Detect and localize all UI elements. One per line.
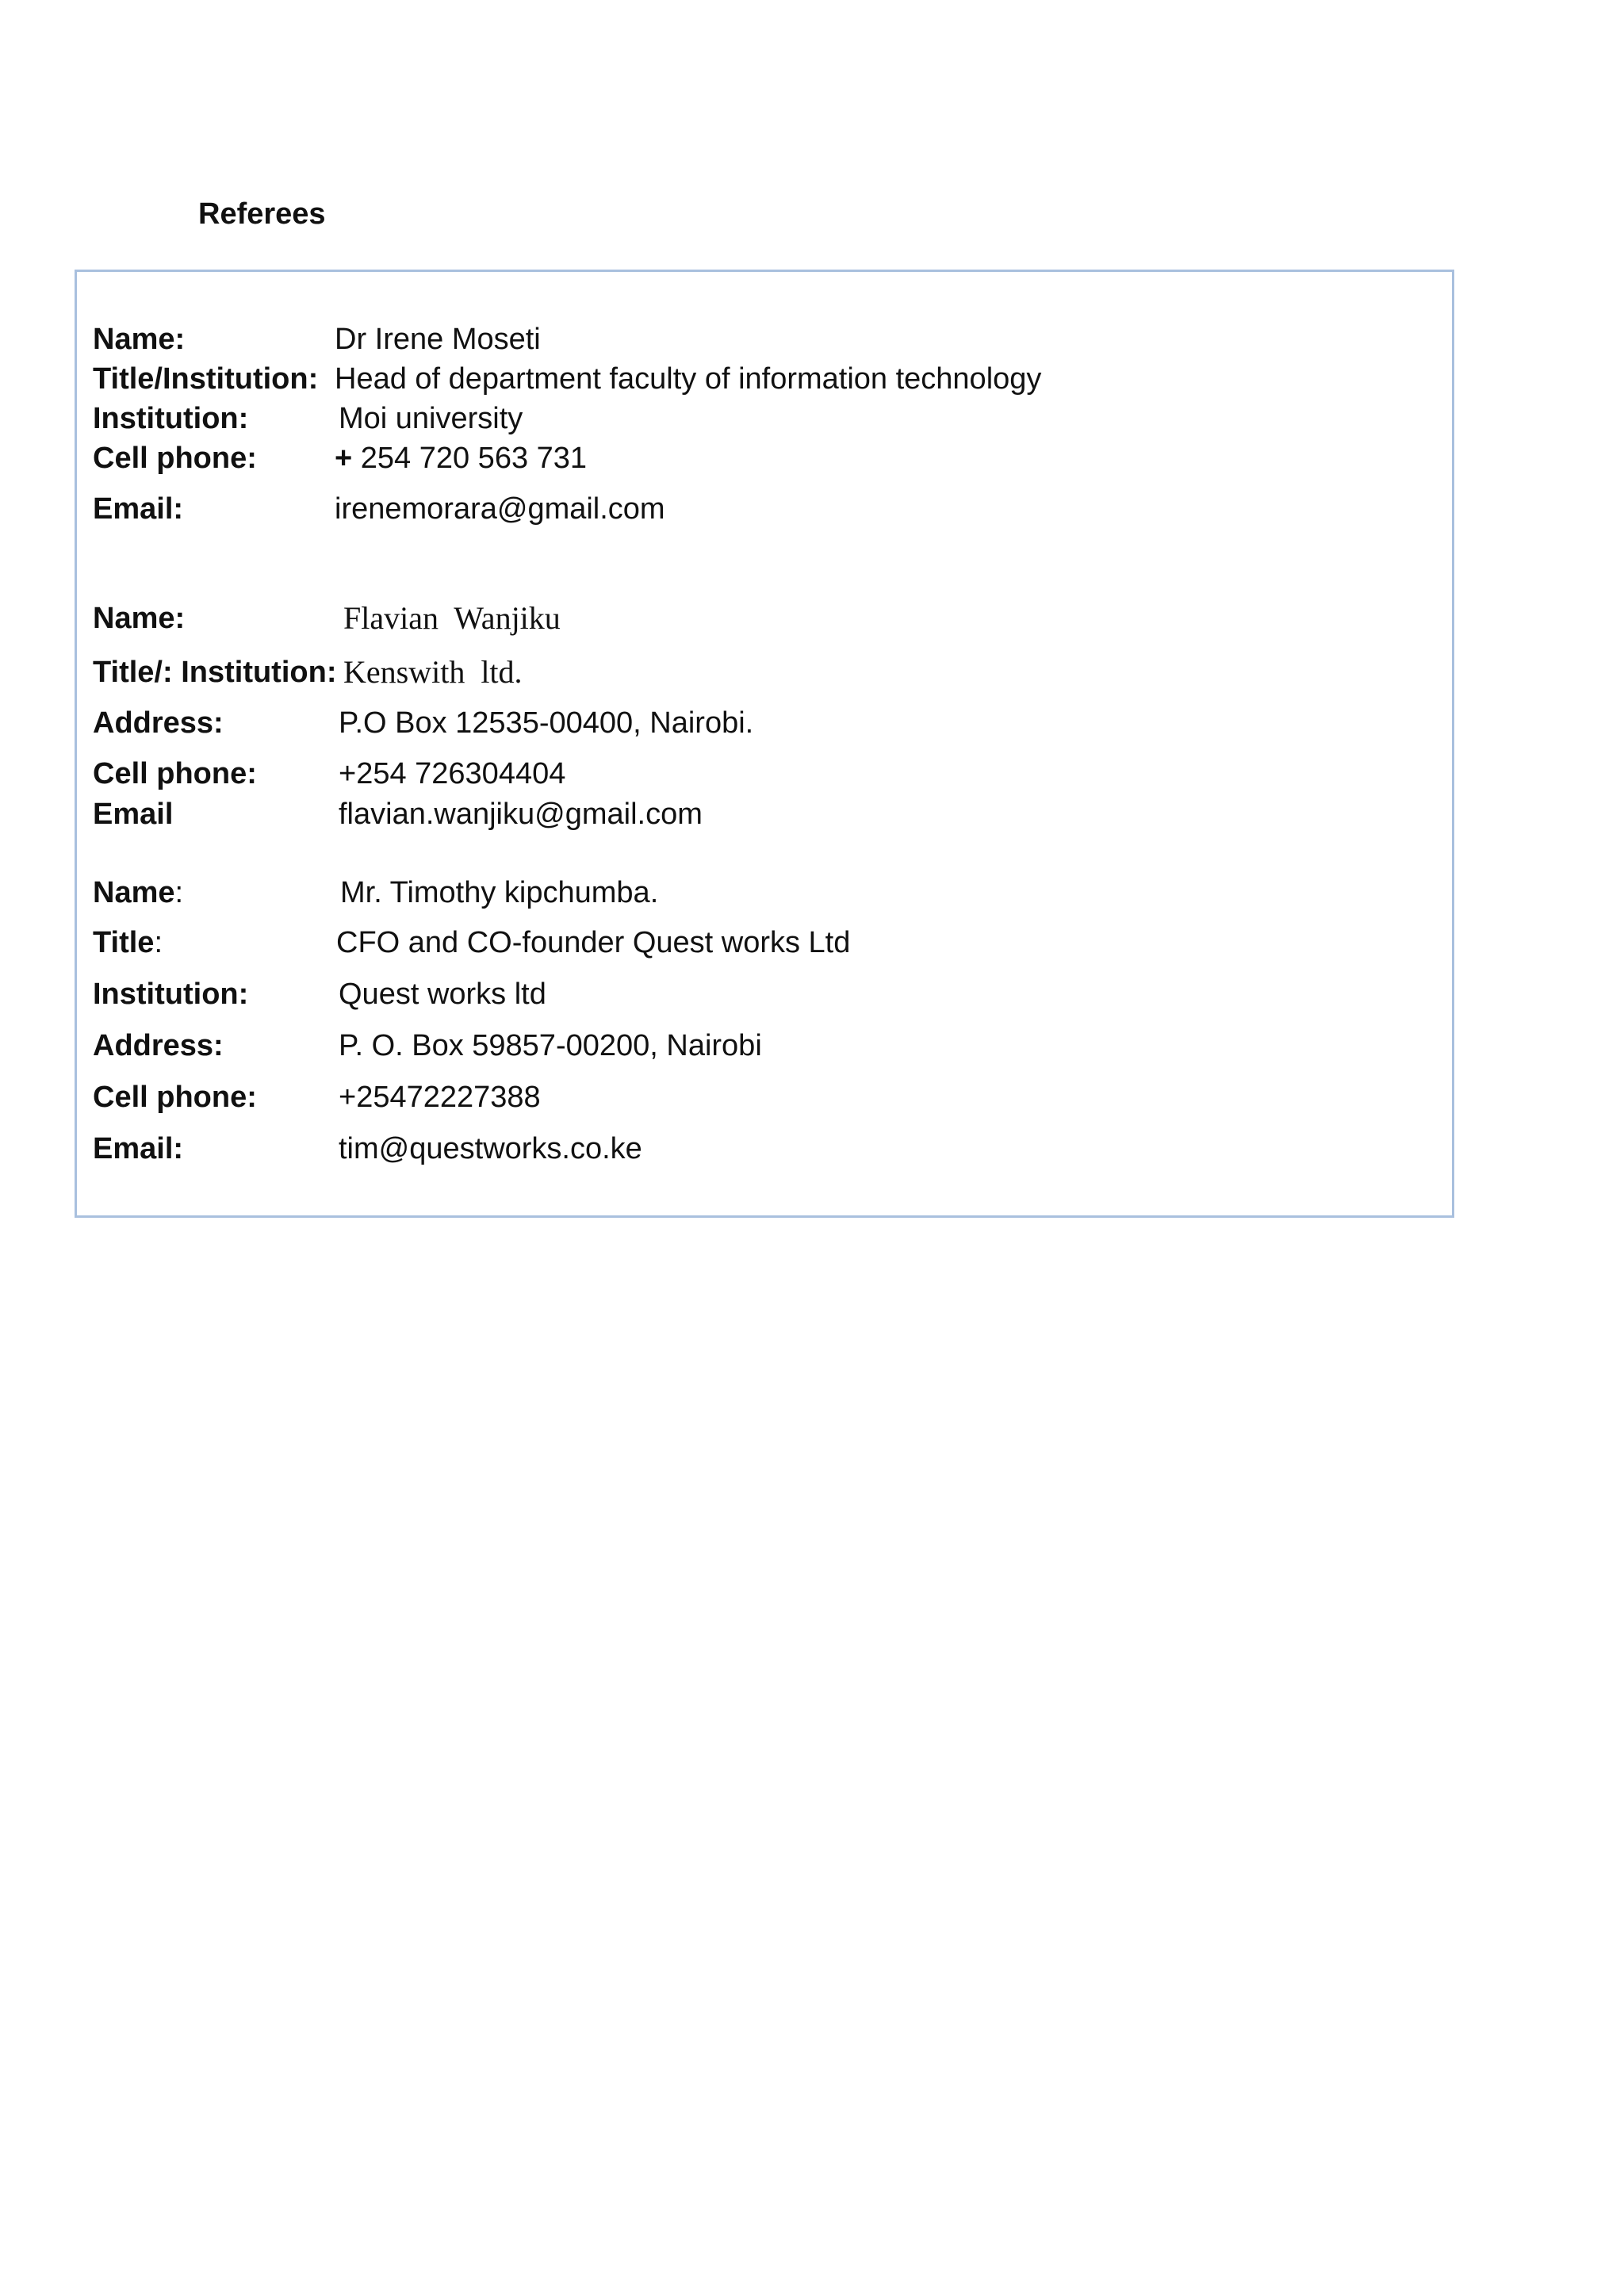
title-institution-label: Title/: Institution: <box>93 656 337 689</box>
name-value: Dr Irene Moseti <box>335 323 541 356</box>
address-value: P. O. Box 59857-00200, Nairobi <box>339 1029 762 1062</box>
address-value: P.O Box 12535-00400, Nairobi. <box>339 706 754 740</box>
title-institution-label: Title/Institution: <box>93 362 319 396</box>
referee-2-phone-row <box>77 754 1452 794</box>
phone-number: 254 720 563 731 <box>360 442 588 475</box>
institution-label: Institution: <box>93 978 249 1011</box>
email-value: flavian.wanjiku@gmail.com <box>339 798 703 831</box>
cell-phone-value: +254 726304404 <box>339 757 566 790</box>
email-label: Email: <box>93 1132 184 1165</box>
email-value: tim@questworks.co.ke <box>339 1132 642 1165</box>
title-value: CFO and CO-founder Quest works Ltd <box>336 926 851 959</box>
cell-phone-label: Cell phone: <box>93 442 257 475</box>
referee-2-name-row <box>77 599 1452 638</box>
cell-phone-label: Cell phone: <box>93 757 257 790</box>
referees-box <box>75 270 1454 1218</box>
referee-2-address-row <box>77 703 1452 743</box>
title-label: Title: <box>93 926 163 959</box>
institution-label: Institution: <box>93 402 249 435</box>
title-institution-value: Head of department faculty of information technology <box>335 362 1042 396</box>
plus-sign: + <box>335 442 353 475</box>
name-label: Name: <box>93 323 186 356</box>
cell-phone-value: +25472227388 <box>339 1081 541 1114</box>
email-value: irenemorara@gmail.com <box>335 492 665 526</box>
referee-1-institution-row <box>77 399 1452 438</box>
institution-value: Quest works ltd <box>339 978 546 1011</box>
referee-3-email-row <box>77 1129 1452 1169</box>
referee-2-email-row <box>77 794 1452 834</box>
referee-3-phone-row <box>77 1077 1452 1117</box>
referee-3-title-row <box>77 923 1452 962</box>
referee-2-title-row <box>77 652 1452 692</box>
section-heading: Referees <box>198 197 326 231</box>
name-label: Name: <box>93 876 184 909</box>
cell-phone-value <box>335 438 587 478</box>
referee-1-email-row <box>77 489 1452 529</box>
address-label: Address: <box>93 706 224 740</box>
email-label: Email <box>93 798 174 831</box>
name-value: Flavian Wanjiku <box>343 600 561 636</box>
title-institution-value: Kenswith ltd. <box>343 654 523 690</box>
referee-1-title-row <box>77 359 1452 399</box>
institution-value: Moi university <box>339 402 523 435</box>
name-label: Name: <box>93 602 186 635</box>
referee-3-institution-row <box>77 974 1452 1014</box>
email-label: Email: <box>93 492 184 526</box>
address-label: Address: <box>93 1029 224 1062</box>
referee-1-phone-row <box>77 438 1452 478</box>
name-value: Mr. Timothy kipchumba. <box>340 876 659 909</box>
referee-1-name-row <box>77 320 1452 359</box>
cell-phone-label: Cell phone: <box>93 1081 257 1114</box>
referee-3-address-row <box>77 1026 1452 1066</box>
referee-3-name-row <box>77 873 1452 913</box>
